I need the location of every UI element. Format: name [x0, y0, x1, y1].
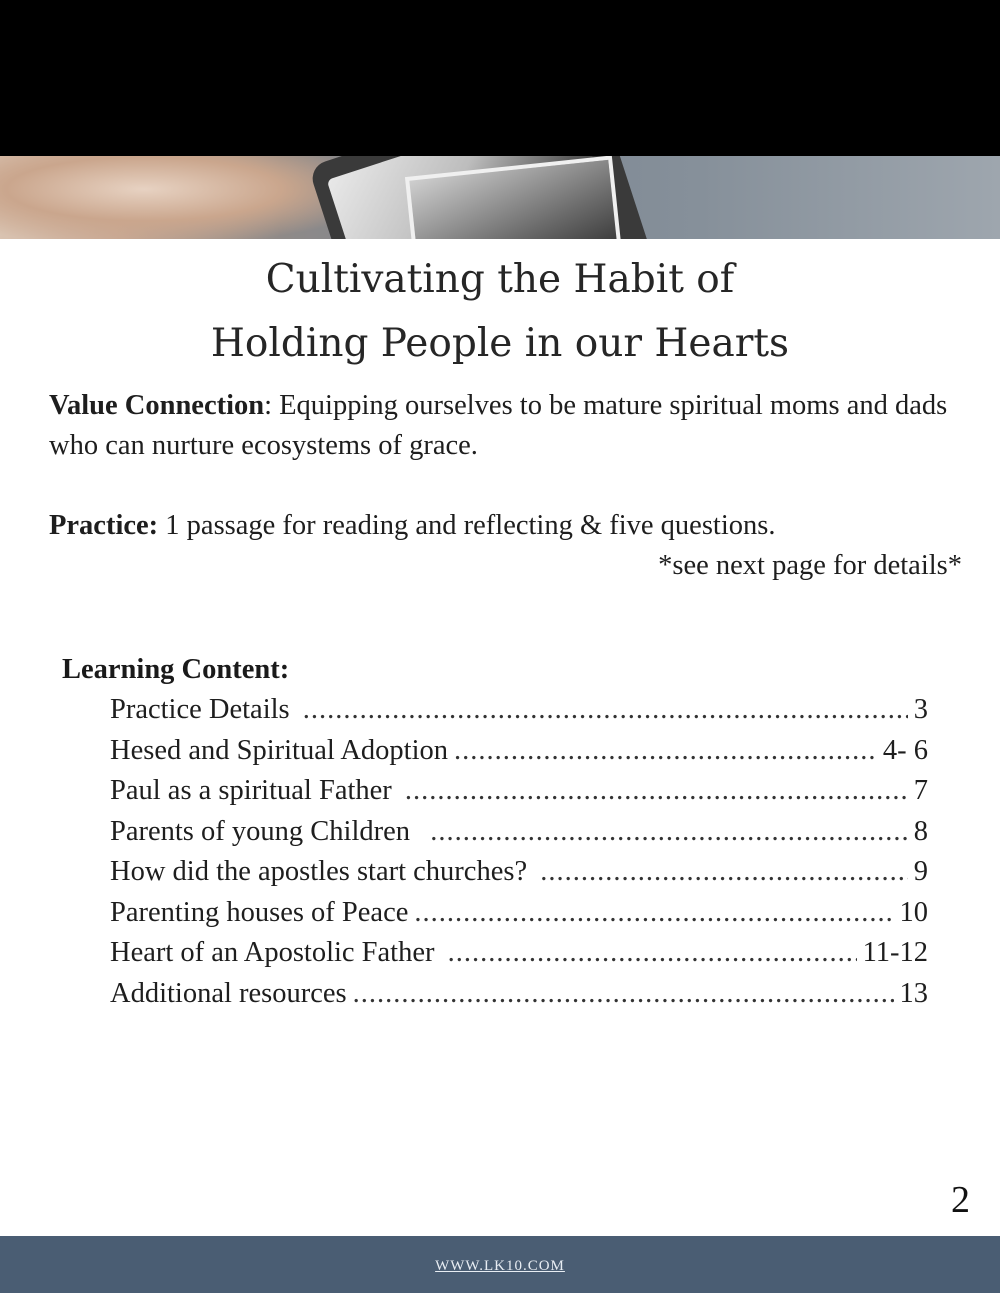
toc-label: How did the apostles start churches? [110, 856, 535, 887]
hand-shape [0, 156, 360, 239]
title-line-2: Holding People in our Hearts [210, 321, 790, 366]
toc-page: 10 [899, 896, 928, 928]
table-of-contents [110, 690, 928, 1014]
page-title [0, 248, 1000, 376]
toc-label: Additional resources [110, 977, 347, 1009]
practice-note: *see next page for details* [658, 550, 962, 581]
toc-page: 4- 6 [882, 734, 928, 766]
footer-bar [0, 1236, 1000, 1293]
toc-label: Heart of an Apostolic Father [110, 937, 442, 968]
value-connection-text: : Equipping ourselves to be mature spiritual moms and dads who can nurture ecosystems of grace. [49, 390, 948, 461]
title-line-1: Cultivating the Habit of [265, 257, 735, 302]
toc-leader-dots [405, 771, 908, 812]
toc-label: Parents of young Children [110, 815, 425, 847]
toc-item-parents [110, 812, 928, 853]
toc-item-apostolic-father [110, 933, 928, 974]
toc-leader-dots [414, 893, 893, 934]
learning-content-heading: Learning Content: [62, 654, 290, 685]
toc-item-paul [110, 771, 928, 812]
value-connection-label: Value Connection [49, 390, 265, 421]
top-black-band [0, 0, 1000, 156]
practice-text: 1 passage for reading and reflecting & five questions. [158, 510, 776, 541]
toc-leader-dots [540, 852, 908, 893]
toc-leader-dots [303, 690, 908, 731]
header-photo [0, 156, 1000, 239]
toc-item-hesed [110, 731, 928, 772]
toc-leader-dots [454, 731, 877, 772]
toc-leader-dots [448, 933, 857, 974]
practice-paragraph [49, 506, 969, 546]
website-link[interactable]: WWW.LK10.COM [435, 1258, 565, 1274]
toc-label: Paul as a spiritual Father [110, 775, 399, 806]
value-connection-paragraph [49, 386, 969, 466]
toc-item-additional-resources [110, 974, 928, 1015]
toc-label: Hesed and Spiritual Adoption [110, 734, 449, 766]
toc-page: 11-12 [862, 937, 928, 968]
practice-label: Practice: [49, 510, 159, 541]
toc-page: 7 [913, 775, 928, 806]
page-number: 2 [951, 1179, 970, 1221]
toc-item-practice-details [110, 690, 928, 731]
toc-label: Parenting houses of Peace [110, 896, 409, 928]
toc-leader-dots [353, 974, 894, 1015]
toc-item-houses-of-peace [110, 893, 928, 934]
toc-page: 8 [913, 815, 928, 847]
toc-page: 13 [899, 977, 928, 1009]
toc-label: Practice Details [110, 694, 297, 725]
toc-page: 3 [913, 694, 928, 725]
toc-leader-dots [430, 812, 907, 853]
toc-page: 9 [913, 856, 928, 887]
toc-item-apostles [110, 852, 928, 893]
